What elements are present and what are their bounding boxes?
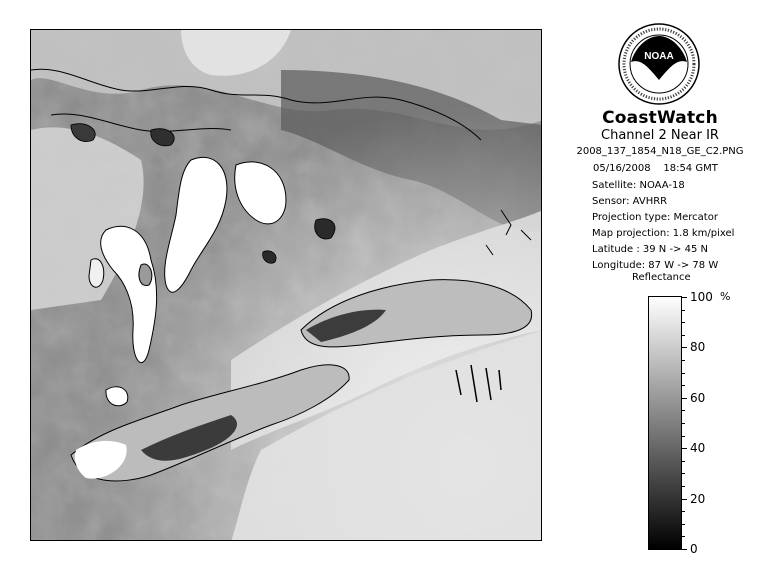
legend-minor-tick — [682, 486, 685, 487]
legend-minor-tick — [682, 347, 685, 348]
legend-minor-tick — [682, 536, 685, 537]
app-title: CoastWatch — [602, 108, 718, 128]
legend-minor-tick — [682, 473, 685, 474]
legend-tick-label: 80 — [690, 340, 706, 354]
reflectance-colorbar — [648, 296, 682, 550]
legend-tick-label: 0 — [690, 542, 698, 556]
map-projection-text: Map projection: 1.8 km/pixel — [592, 228, 735, 239]
legend-minor-tick — [682, 436, 685, 437]
latitude-text: Latitude : 39 N -> 45 N — [592, 244, 708, 255]
channel-subtitle: Channel 2 Near IR — [601, 128, 719, 143]
legend-minor-tick — [682, 423, 685, 424]
legend-minor-tick — [682, 511, 685, 512]
longitude-text: Longitude: 87 W -> 78 W — [592, 260, 719, 271]
legend-minor-tick — [682, 385, 685, 386]
legend-minor-tick — [682, 373, 685, 374]
legend-minor-tick — [682, 360, 685, 361]
legend-unit: % — [720, 290, 731, 303]
legend-minor-tick — [682, 499, 685, 500]
legend-minor-tick — [682, 335, 685, 336]
satellite-map — [30, 29, 542, 541]
legend-tick-label: 20 — [690, 492, 706, 506]
legend-minor-tick — [682, 461, 685, 462]
legend-minor-tick — [682, 310, 685, 311]
projection-type-text: Projection type: Mercator — [592, 212, 718, 223]
legend-tick-label: 60 — [690, 391, 706, 405]
logo-center-text: NOAA — [644, 51, 674, 62]
legend-tick-label: 100 — [690, 290, 713, 304]
green-bay — [89, 259, 104, 288]
noaa-logo — [617, 22, 701, 106]
file-name: 2008_137_1854_N18_GE_C2.PNG — [576, 146, 744, 157]
satellite-text: Satellite: NOAA-18 — [592, 180, 685, 191]
legend-minor-tick — [682, 322, 685, 323]
legend-title: Reflectance — [632, 272, 691, 283]
legend-minor-tick — [682, 524, 685, 525]
legend-minor-tick — [682, 297, 685, 298]
legend-minor-tick — [682, 410, 685, 411]
date-time: 05/16/2008 18:54 GMT — [593, 163, 718, 174]
legend-minor-tick — [682, 448, 685, 449]
legend-minor-tick — [682, 549, 685, 550]
saginaw-bay — [139, 264, 152, 286]
legend-minor-tick — [682, 398, 685, 399]
sensor-text: Sensor: AVHRR — [592, 196, 668, 207]
legend-tick-label: 40 — [690, 441, 706, 455]
